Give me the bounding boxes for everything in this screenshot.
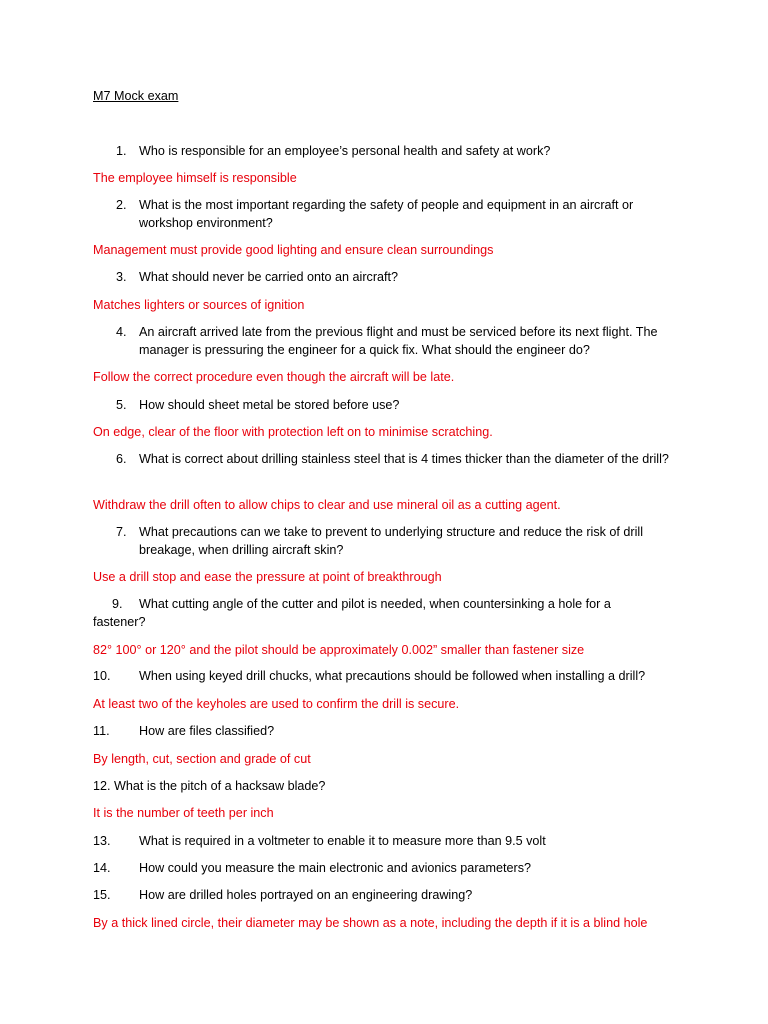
- answer-12: It is the number of teeth per inch: [93, 806, 274, 820]
- question-text: When using keyed drill chucks, what precautions should be followed when installing a drill?: [139, 669, 646, 683]
- answer-1: The employee himself is responsible: [93, 171, 297, 185]
- question-text: What is required in a voltmeter to enable it to measure more than 9.5 volt: [139, 834, 546, 848]
- document-title: M7 Mock exam: [93, 89, 179, 103]
- question-number: 2.: [116, 198, 127, 212]
- question-text: How are files classified?: [139, 724, 275, 738]
- question-text: An aircraft arrived late from the previous flight and must be serviced before its next flight. The manager is pressuring the engineer for a quick fix. What should the engineer do?: [139, 325, 658, 357]
- question-text: What should never be carried onto an aircraft?: [139, 270, 399, 284]
- question-number: 9.: [112, 597, 123, 611]
- question-number: 6.: [116, 452, 127, 466]
- answer-9: 82° 100° or 120° and the pilot should be approximately 0.002” smaller than fastener size: [93, 643, 585, 657]
- answer-11: By length, cut, section and grade of cut: [93, 752, 311, 766]
- question-number: 14.: [93, 861, 111, 875]
- answer-10: At least two of the keyholes are used to confirm the drill is secure.: [93, 697, 460, 711]
- question-text: What is the most important regarding the safety of people and equipment in an aircraft or workshop environment?: [139, 198, 634, 230]
- question-text: How are drilled holes portrayed on an engineering drawing?: [139, 888, 473, 902]
- question-text: What precautions can we take to prevent to underlying structure and reduce the risk of drill breakage, when drilling aircraft skin?: [139, 525, 644, 557]
- question-number: 10.: [93, 669, 111, 683]
- question-number: 13.: [93, 834, 111, 848]
- question-number: 3.: [116, 270, 127, 284]
- answer-7: Use a drill stop and ease the pressure at point of breakthrough: [93, 570, 442, 584]
- question-text: What is the pitch of a hacksaw blade?: [114, 779, 326, 793]
- question-number: 12.: [93, 779, 111, 793]
- question-number: 11.: [93, 724, 110, 738]
- question-text: Who is responsible for an employee’s personal health and safety at work?: [139, 144, 551, 158]
- question-number: 7.: [116, 525, 127, 539]
- question-number: 4.: [116, 325, 127, 339]
- answer-3: Matches lighters or sources of ignition: [93, 298, 305, 312]
- question-text: How should sheet metal be stored before use?: [139, 398, 400, 412]
- question-text: What cutting angle of the cutter and pilot is needed, when countersinking a hole for a: [139, 597, 611, 611]
- question-text: What is correct about drilling stainless steel that is 4 times thicker than the diameter of the drill?: [139, 452, 669, 466]
- question-12: [93, 777, 325, 795]
- question-9-continuation: fastener?: [93, 615, 146, 629]
- question-text: How could you measure the main electronic and avionics parameters?: [139, 861, 532, 875]
- answer-6: Withdraw the drill often to allow chips to clear and use mineral oil as a cutting agent.: [93, 498, 561, 512]
- answer-5: On edge, clear of the floor with protection left on to minimise scratching.: [93, 425, 493, 439]
- question-number: 1.: [116, 144, 127, 158]
- question-number: 15.: [93, 888, 111, 902]
- answer-15: By a thick lined circle, their diameter may be shown as a note, including the depth if it is a blind hole: [93, 916, 648, 930]
- question-number: 5.: [116, 398, 127, 412]
- answer-2: Management must provide good lighting and ensure clean surroundings: [93, 243, 494, 257]
- answer-4: Follow the correct procedure even though the aircraft will be late.: [93, 370, 455, 384]
